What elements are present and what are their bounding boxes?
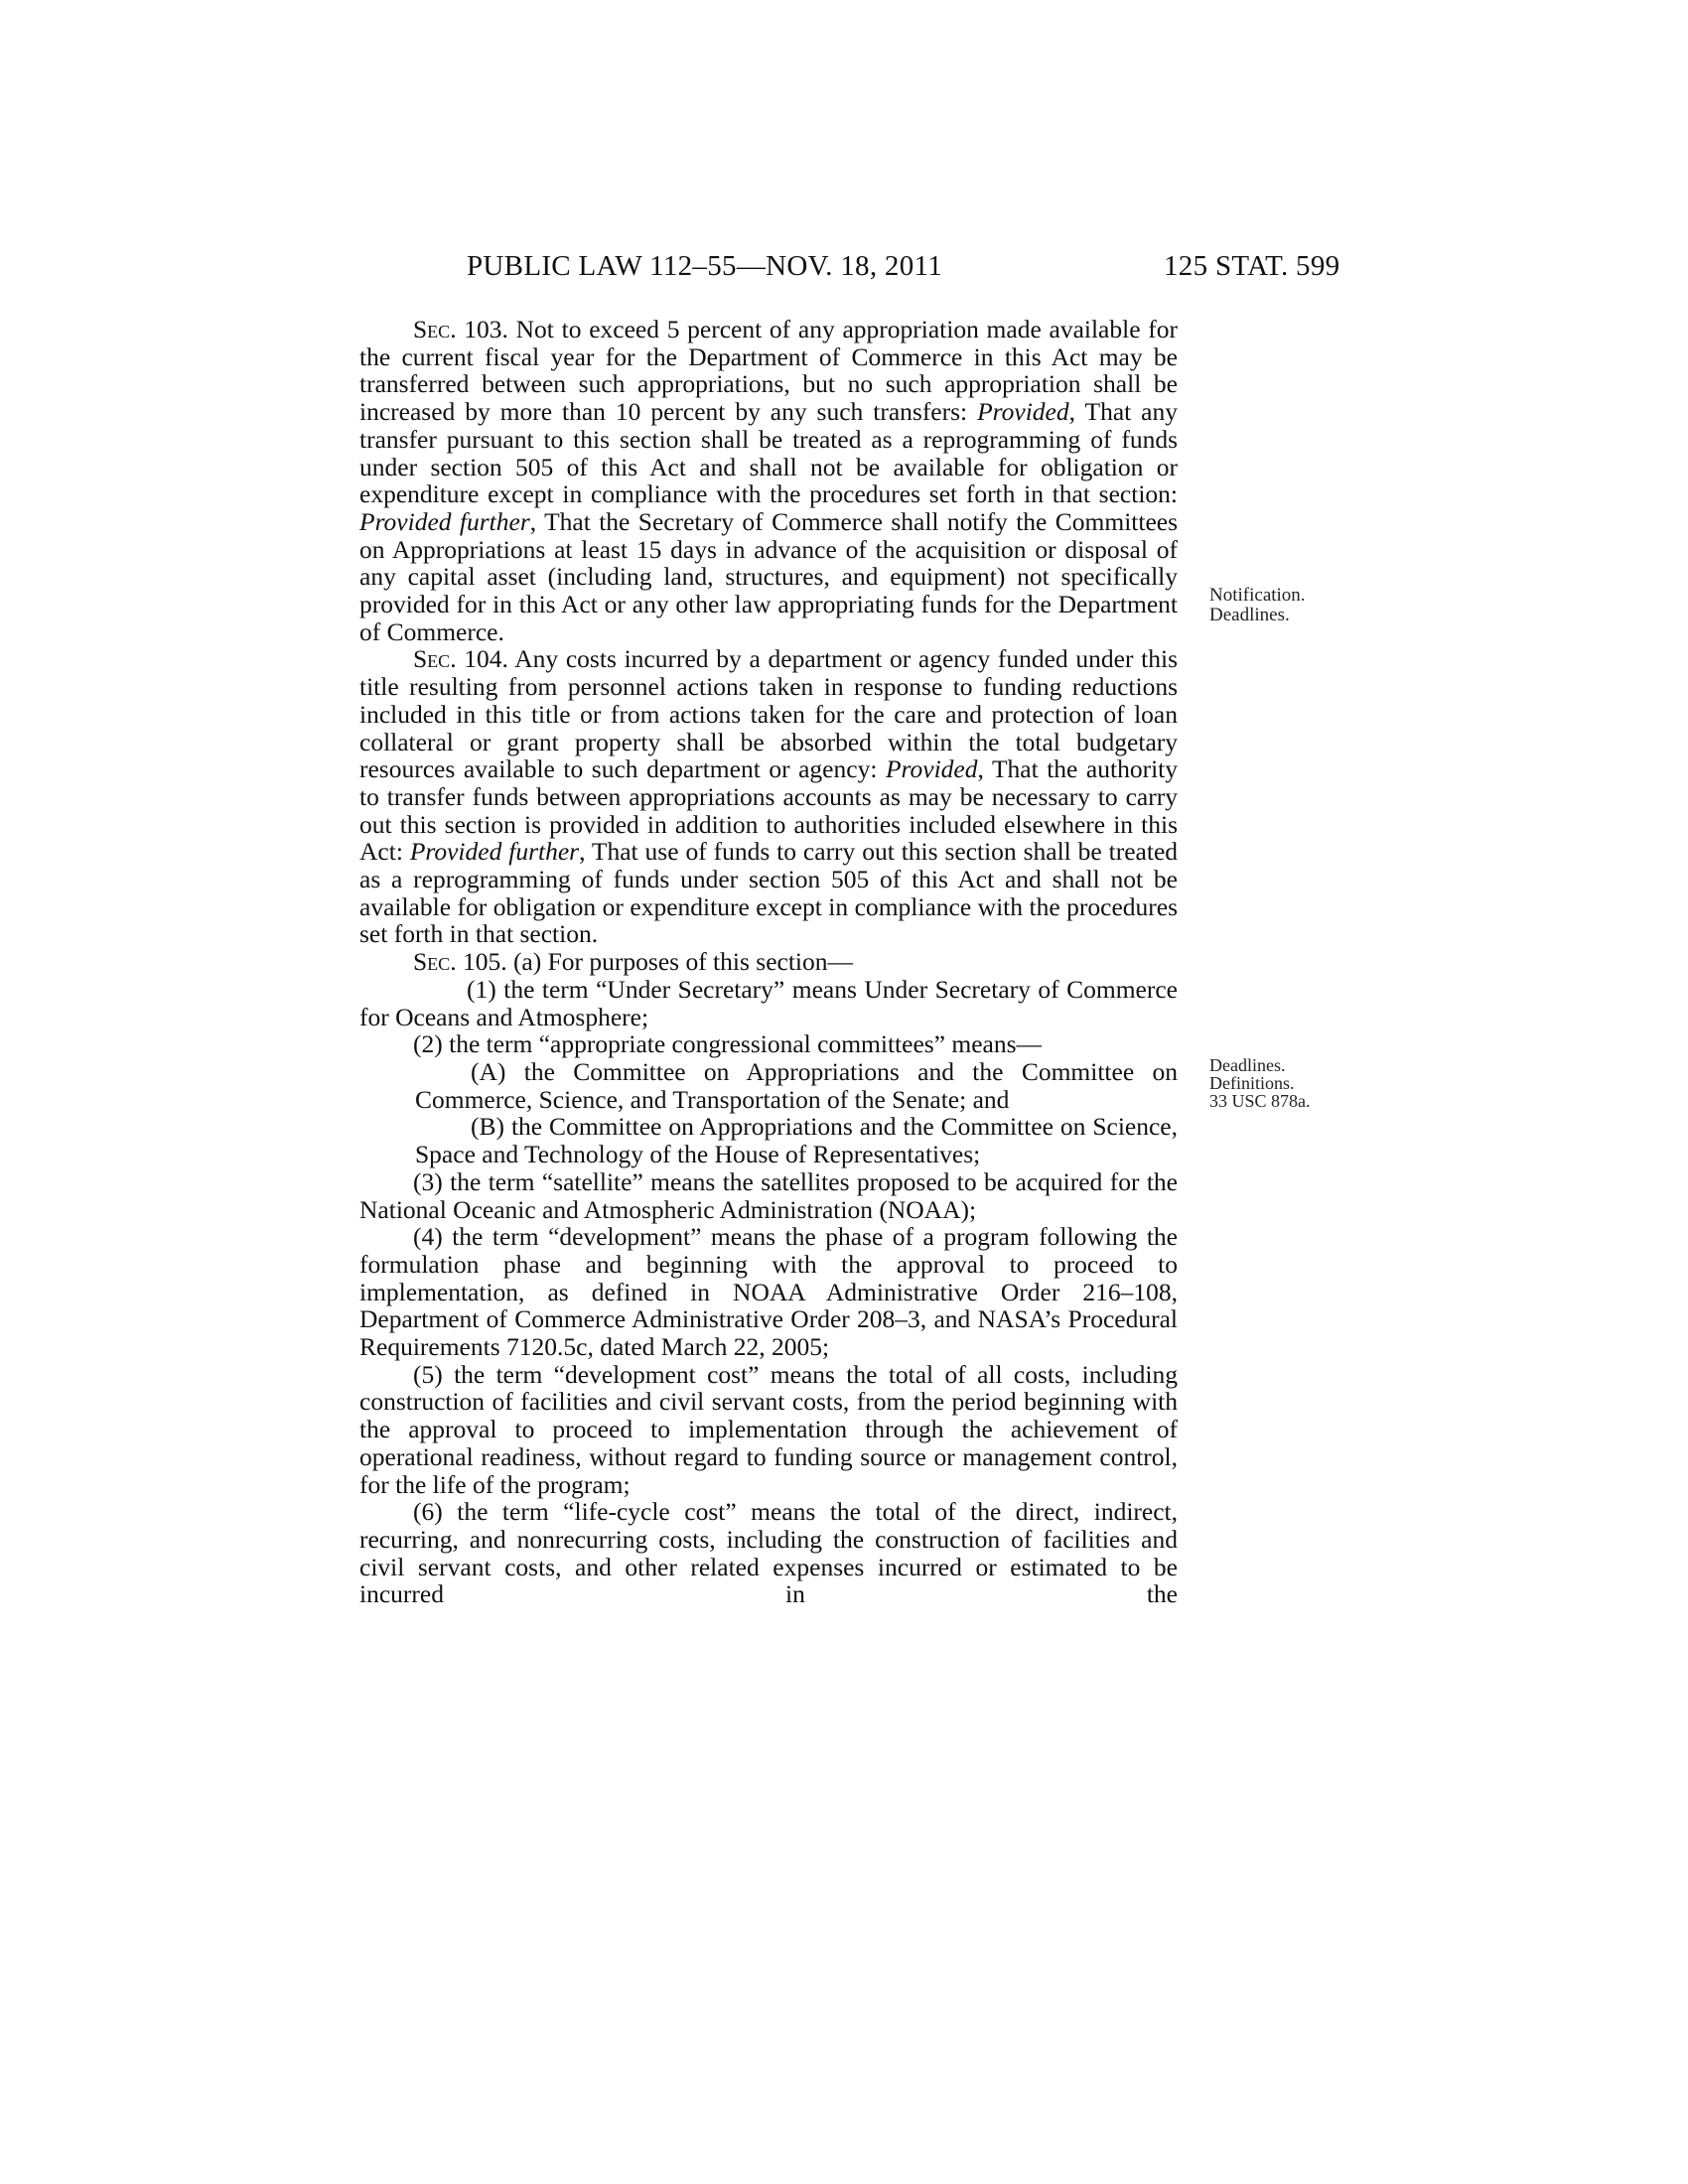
proviso: Provided [885, 754, 978, 784]
subparagraph-a: (A) the Committee on Appropriations and the Committee on Commerce, Science, and Transportation of the Senate; and [415, 1056, 1178, 1114]
proviso: Provided further [409, 837, 580, 867]
page-title: PUBLIC LAW 112–55—NOV. 18, 2011 [467, 250, 943, 282]
section-text: , That use of funds to carry out this section shall be treated as a reprogramming of funds under section 505 of this Act and shall not be available for obligation or expenditure except in compliance with the procedures set forth in that section. [359, 837, 1179, 949]
section-104 [359, 645, 1178, 948]
section-text: . 105. (a) For purposes of this section— [450, 947, 854, 977]
proviso: Provided further [359, 506, 530, 536]
margin-note-definitions [1209, 1056, 1311, 1110]
margin-note-line: Definitions. [1209, 1073, 1295, 1093]
section-text: . 103. Not to exceed 5 percent of any appropriation made available for the current fiscal year for the Department of Commerce in this Act may be transferred between such appropriations, but no such appropriation shall be increased by more than 10 percent by any such transfers: [359, 315, 1178, 427]
section-text: , That the authority to transfer funds between appropriations accounts as may be necessary to carry out this section is provided in addition to authorities included elsewhere in this Act: [359, 754, 1178, 867]
paragraph-4: (4) the term “development” means the phase of a program following the formulation phase and beginning with the approval to proceed to implementation, as defined in NOAA Administrative Order 216–108, Department of Commerce Administrative Order 208–3, and NASA’s Procedural Requirements 7120.5c, dated March 22, 2005; [359, 1222, 1178, 1362]
sec-label: Sec [413, 644, 451, 674]
margin-note-line: Deadlines. [1209, 605, 1290, 625]
paragraph-5: (5) the term “development cost” means the total of all costs, including construction of facilities and civil servant costs, from the period beginning with the approval to proceed to implementation through the achievement of operational readiness, without regard to funding source or management control, for the life of the program; [359, 1359, 1178, 1499]
subparagraph-b: (B) the Committee on Appropriations and the Committee on Science, Space and Technology of the House of Representatives; [415, 1112, 1178, 1169]
section-text: , That the Secretary of Commerce shall notify the Committees on Appropriations at least 15 days in advance of the acquisition or disposal of any capital asset (including land, structures, and equipment) not specifically provided for in this Act or any other law appropriating funds for the Department of Commerce. [359, 506, 1179, 646]
sec-label: Sec [413, 315, 451, 343]
document-body [359, 316, 1178, 1608]
margin-note-notification [1209, 586, 1306, 625]
margin-note-line: Deadlines. [1209, 1055, 1286, 1075]
section-105-intro [359, 948, 1178, 976]
section-text: , That any transfer pursuant to this section shall be treated as a reprogramming of funds under section 505 of this Act and shall not be available for obligation or expenditure except in compliance with the procedures set forth in that section: [359, 397, 1178, 509]
statute-page-number: 125 STAT. 599 [1164, 250, 1340, 282]
margin-note-line: 33 USC 878a. [1209, 1091, 1311, 1111]
paragraph-1: (1) the term “Under Secretary” means Under Secretary of Commerce for Oceans and Atmosphere; [359, 974, 1178, 1031]
proviso: Provided [977, 397, 1069, 427]
paragraph-6: (6) the term “life-cycle cost” means the total of the direct, indirect, recurring, and nonrecurring costs, including the construction of facilities and civil servant costs, and other related expenses incurred or estimated to be incurred in the [359, 1497, 1178, 1609]
paragraph-3: (3) the term “satellite” means the satellites proposed to be acquired for the National Oceanic and Atmospheric Administration (NOAA); [359, 1166, 1178, 1224]
section-103 [359, 316, 1178, 645]
paragraph-2: (2) the term “appropriate congressional committees” means— [413, 1029, 1043, 1059]
margin-note-line: Notification. [1209, 585, 1306, 606]
section-text: . 104. Any costs incurred by a department or agency funded under this title resulting from personnel actions taken in response to funding reductions included in this title or from actions taken for the care and protection of loan collateral or grant property shall be absorbed within the total budgetary resources available to such department or agency: [359, 644, 1178, 784]
sec-label: Sec [413, 947, 451, 977]
page-header [0, 250, 1688, 290]
